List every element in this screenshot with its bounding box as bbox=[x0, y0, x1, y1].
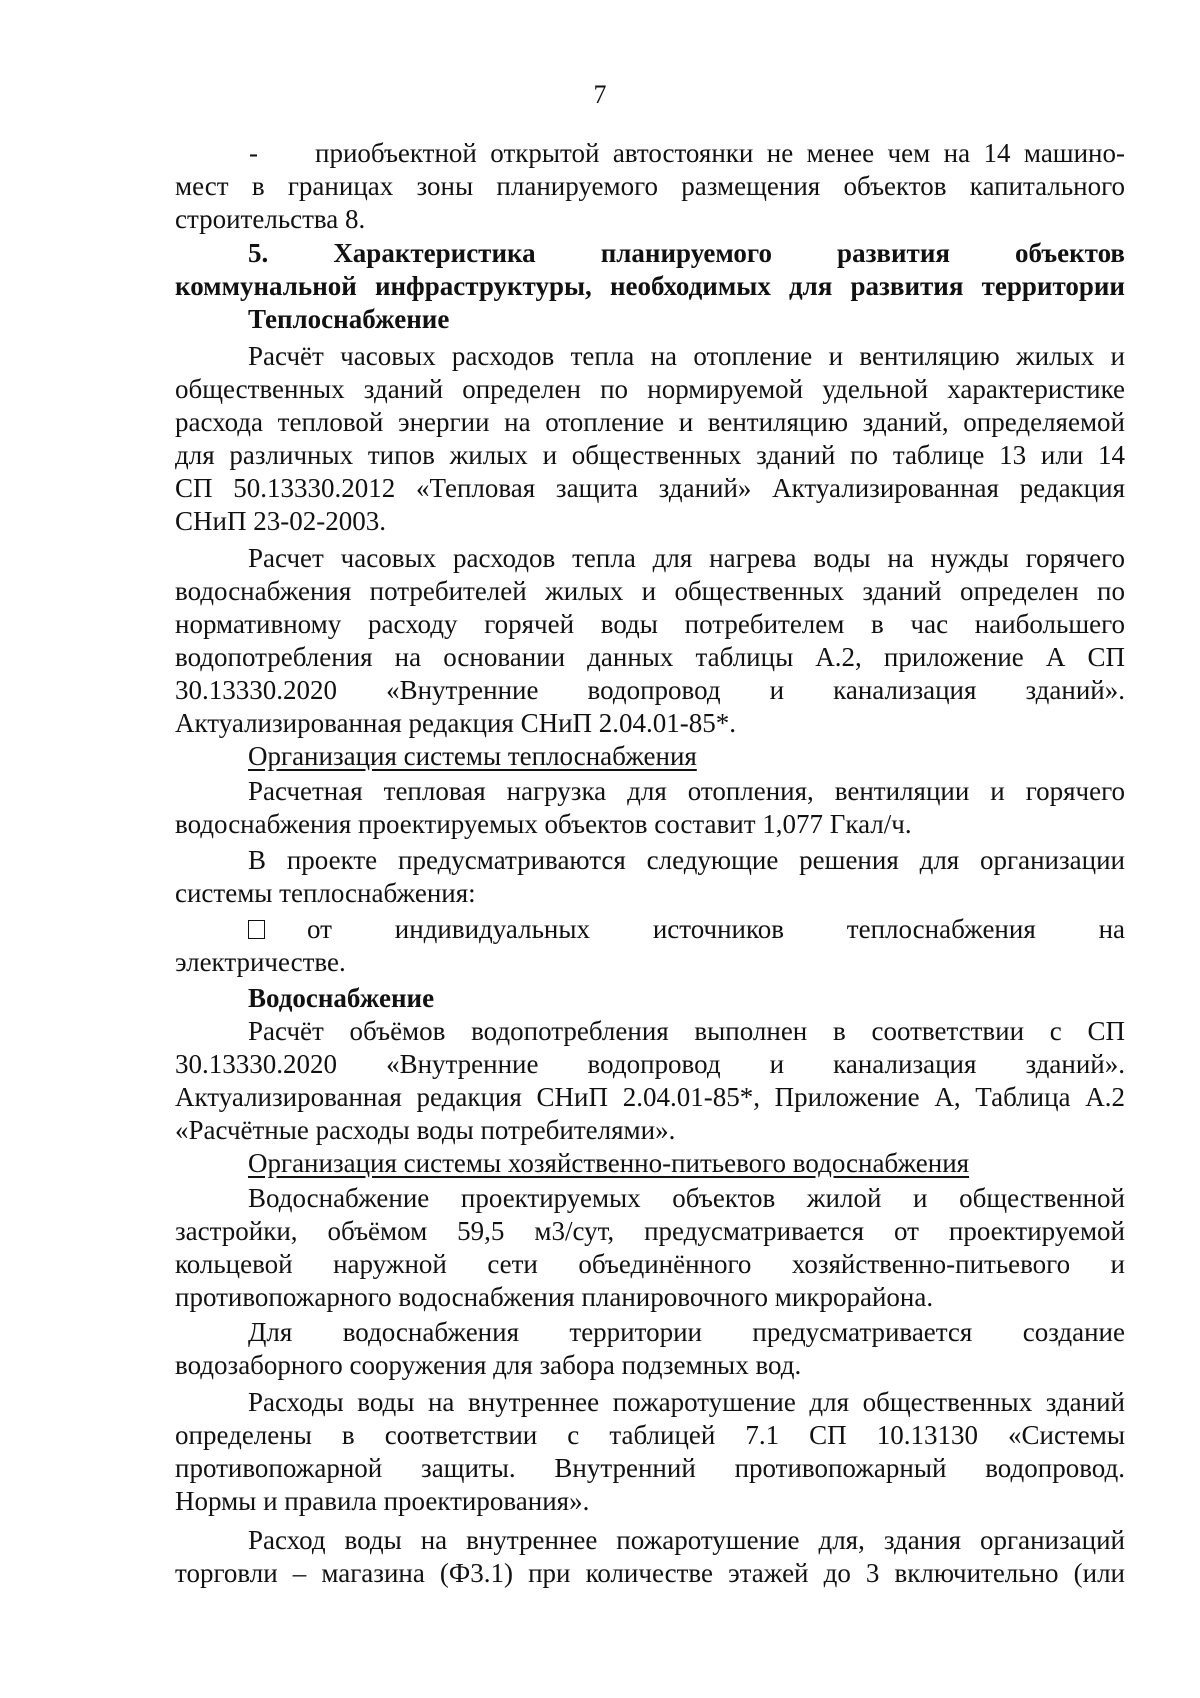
paragraph-line: кольцевой наружной сети объединённого хозяйственно-питьевого и bbox=[175, 1249, 1125, 1279]
paragraph-line: водозаборного сооружения для забора подземных вод. bbox=[175, 1350, 802, 1380]
paragraph-line: нормативному расходу горячей воды потребителем в час наибольшего bbox=[175, 609, 1125, 639]
paragraph-line: водоснабжения потребителей жилых и общественных зданий определен по bbox=[175, 576, 1125, 606]
section-heading-line: коммунальной инфраструктуры, необходимых для развития территории bbox=[175, 271, 1125, 301]
heat-subheading bbox=[175, 740, 1125, 773]
section-heading bbox=[175, 237, 1125, 270]
list-item-text: приобъектной открытой автостоянки не менее чем на 14 машино- bbox=[315, 138, 1125, 168]
page-content bbox=[175, 137, 1125, 1590]
water-subheading-text: Организация системы хозяйственно-питьевого водоснабжения bbox=[248, 1148, 970, 1178]
section-title-word: планируемого bbox=[600, 238, 772, 268]
paragraph-line: Расходы воды на внутреннее пожаротушение для общественных зданий bbox=[248, 1387, 1125, 1417]
heat-subheading-text: Организация системы теплоснабжения bbox=[248, 741, 697, 771]
paragraph-line: Расчет часовых расходов тепла для нагрева воды на нужды горячего bbox=[248, 543, 1125, 573]
section-number: 5. bbox=[248, 238, 269, 268]
paragraph-line: Актуализированная редакция СНиП 2.04.01-85*. bbox=[175, 708, 737, 738]
paragraph-line: Расчетная тепловая нагрузка для отопления, вентиляции и горячего bbox=[248, 776, 1125, 806]
paragraph-line: 30.13330.2020 «Внутренние водопровод и канализация зданий». bbox=[175, 1049, 1125, 1079]
paragraph-line: В проекте предусматриваются следующие решения для организации bbox=[248, 845, 1125, 875]
section-title-word: объектов bbox=[1015, 238, 1125, 268]
paragraph-line: застройки, объёмом 59,5 м3/сут, предусматривается от проектируемой bbox=[175, 1216, 1125, 1246]
paragraph-line: торговли – магазина (Ф3.1) при количестве этажей до 3 включительно (или bbox=[175, 1558, 1125, 1588]
paragraph-line: Расчёт часовых расходов тепла на отопление и вентиляцию жилых и bbox=[248, 341, 1125, 371]
page-number: 7 bbox=[593, 80, 607, 109]
paragraph-line: Нормы и правила проектирования». bbox=[175, 1486, 590, 1516]
paragraph-line: Водоснабжение проектируемых объектов жилой и общественной bbox=[248, 1183, 1125, 1213]
paragraph-line: СП 50.13330.2012 «Тепловая защита зданий» Актуализированная редакция bbox=[175, 473, 1125, 503]
paragraph-line: общественных зданий определен по нормируемой удельной характеристике bbox=[175, 374, 1125, 404]
paragraph-line: водопотребления на основании данных таблицы А.2, приложение А СП bbox=[175, 642, 1125, 672]
bullet-item-continuation: электричестве. bbox=[175, 947, 346, 977]
list-item-line bbox=[175, 137, 1125, 170]
list-item-line: мест в границах зоны планируемого размещения объектов капитального bbox=[175, 171, 1125, 201]
paragraph-line: Расчёт объёмов водопотребления выполнен в соответствии с СП bbox=[248, 1016, 1125, 1046]
paragraph-line: Актуализированная редакция СНиП 2.04.01-85*, Приложение А, Таблица А.2 bbox=[175, 1082, 1125, 1112]
paragraph-line: СНиП 23-02-2003. bbox=[175, 506, 386, 536]
paragraph-line: 30.13330.2020 «Внутренние водопровод и канализация зданий». bbox=[175, 675, 1125, 705]
paragraph-line: Для водоснабжения территории предусматривается создание bbox=[248, 1317, 1125, 1347]
list-bullet-dash: - bbox=[249, 138, 258, 168]
list-item-line: строительства 8. bbox=[175, 204, 366, 234]
checkbox-square-icon bbox=[248, 920, 265, 939]
bullet-item-text: от индивидуальных источников теплоснабжения на bbox=[307, 914, 1125, 944]
paragraph-line: для различных типов жилых и общественных зданий по таблице 13 или 14 bbox=[175, 440, 1125, 470]
paragraph-line: противопожарной защиты. Внутренний противопожарный водопровод. bbox=[175, 1453, 1125, 1483]
water-heading: Водоснабжение bbox=[248, 983, 435, 1013]
paragraph-line: расхода тепловой энергии на отопление и вентиляцию зданий, определяемой bbox=[175, 407, 1125, 437]
section-title-word: Характеристика bbox=[333, 238, 536, 268]
paragraph-line: «Расчётные расходы воды потребителями». bbox=[175, 1115, 676, 1145]
paragraph-line: водоснабжения проектируемых объектов составит 1,077 Гкал/ч. bbox=[175, 809, 912, 839]
water-subheading bbox=[175, 1147, 1125, 1180]
paragraph-line: противопожарного водоснабжения планировочного микрорайона. bbox=[175, 1282, 934, 1312]
section-title-word: развития bbox=[837, 238, 950, 268]
heat-heading: Теплоснабжение bbox=[248, 304, 450, 334]
paragraph-line: Расход воды на внутреннее пожаротушение для, здания организаций bbox=[248, 1525, 1125, 1555]
bullet-list-item bbox=[175, 913, 1125, 946]
paragraph-line: системы теплоснабжения: bbox=[175, 878, 476, 908]
paragraph-line: определены в соответствии с таблицей 7.1 СП 10.13130 «Системы bbox=[175, 1420, 1125, 1450]
